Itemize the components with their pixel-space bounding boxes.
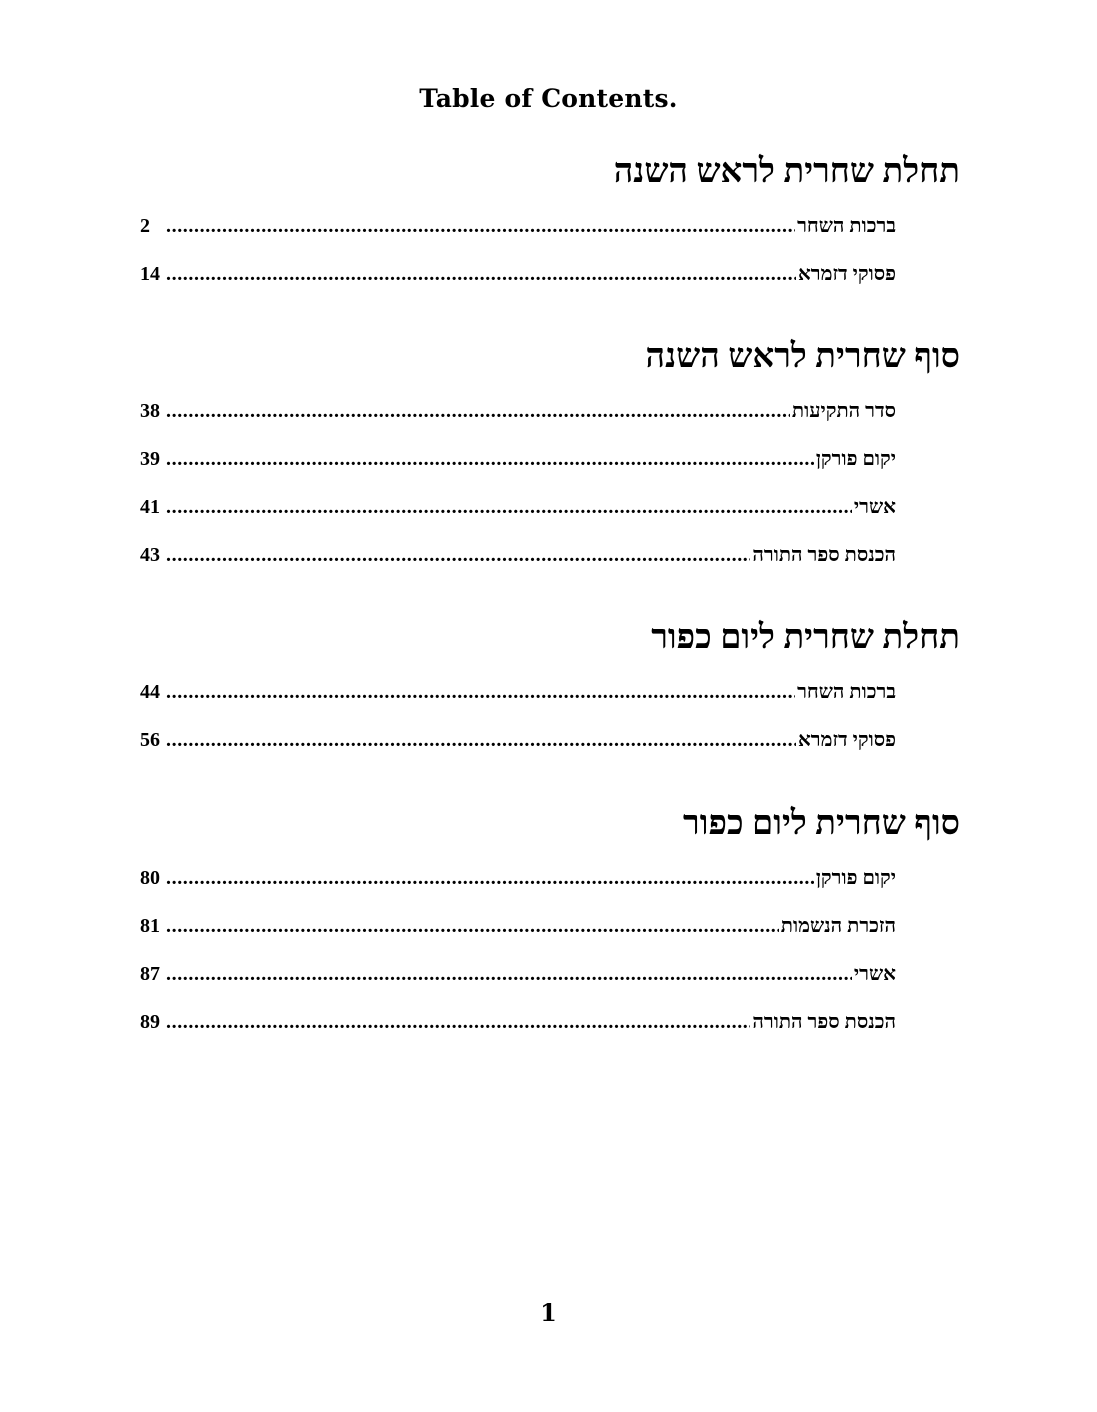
- page-number: 1: [540, 1298, 557, 1327]
- section-heading: תחלת שחרית ליום כפור: [651, 619, 960, 656]
- toc-section: [140, 618, 960, 774]
- entry-page-number: 39: [140, 448, 160, 470]
- dot-leader: [166, 260, 796, 288]
- toc-entry[interactable]: [140, 493, 896, 541]
- entry-label: יקום פורקן: [815, 448, 896, 470]
- entry-page-number: 41: [140, 496, 160, 518]
- toc-entry[interactable]: [140, 445, 896, 493]
- entry-label: יקום פורקן: [815, 867, 896, 889]
- entry-page-number: 56: [140, 729, 160, 751]
- section-heading: סוף שחרית ליום כפור: [683, 805, 960, 842]
- toc-entries: [140, 864, 896, 1056]
- entry-page-number: 87: [140, 963, 160, 985]
- dot-leader: [166, 678, 795, 706]
- dot-leader: [166, 864, 814, 892]
- toc-section: [140, 152, 960, 308]
- entry-label: ברכות השחר: [797, 681, 896, 703]
- entry-page-number: 2: [140, 215, 150, 237]
- toc-section: [140, 804, 960, 1056]
- toc-entry[interactable]: [140, 912, 896, 960]
- entry-page-number: 14: [140, 263, 160, 285]
- entry-label: ברכות השחר: [797, 215, 896, 237]
- toc-entries: [140, 397, 896, 589]
- section-heading: סוף שחרית לראש השנה: [645, 338, 960, 375]
- entry-label: אשרי: [853, 963, 896, 985]
- entry-page-number: 44: [140, 681, 160, 703]
- toc-entries: [140, 678, 896, 774]
- entry-page-number: 80: [140, 867, 160, 889]
- entry-page-number: 81: [140, 915, 160, 937]
- entry-page-number: 43: [140, 544, 160, 566]
- section-heading: תחלת שחרית לראש השנה: [613, 153, 960, 190]
- dot-leader: [166, 212, 795, 240]
- dot-leader: [166, 493, 852, 521]
- entry-label: הכנסת ספר התורה: [752, 1011, 896, 1033]
- dot-leader: [166, 912, 779, 940]
- toc-section: [140, 337, 960, 589]
- entry-label: הכנסת ספר התורה: [752, 544, 896, 566]
- entry-label: פסוקי דזמרא: [797, 263, 896, 285]
- toc-entry[interactable]: [140, 678, 896, 726]
- toc-entry[interactable]: [140, 1008, 896, 1056]
- toc-entry[interactable]: [140, 397, 896, 445]
- dot-leader: [166, 541, 750, 569]
- toc-entry[interactable]: [140, 541, 896, 589]
- entry-page-number: 38: [140, 400, 160, 422]
- dot-leader: [166, 397, 790, 425]
- page-title: Table of Contents.: [419, 84, 678, 113]
- entry-label: פסוקי דזמרא: [797, 729, 896, 751]
- entry-label: הזכרת הנשמות: [780, 915, 896, 937]
- dot-leader: [166, 1008, 750, 1036]
- entry-label: אשרי: [853, 496, 896, 518]
- dot-leader: [166, 445, 814, 473]
- entry-label: סדר התקיעות: [791, 400, 896, 422]
- dot-leader: [166, 726, 796, 754]
- toc-entry[interactable]: [140, 864, 896, 912]
- toc-entries: [140, 212, 896, 308]
- toc-entry[interactable]: [140, 960, 896, 1008]
- toc-entry[interactable]: [140, 212, 896, 260]
- toc-entry[interactable]: [140, 260, 896, 308]
- toc-entry[interactable]: [140, 726, 896, 774]
- dot-leader: [166, 960, 852, 988]
- entry-page-number: 89: [140, 1011, 160, 1033]
